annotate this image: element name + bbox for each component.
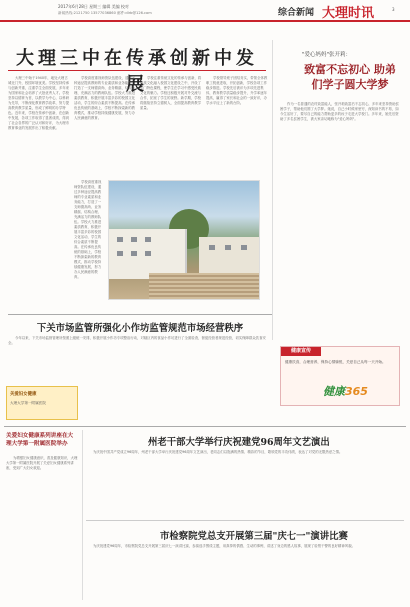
- window: [241, 245, 247, 250]
- notice-box: [6, 386, 78, 420]
- window: [225, 245, 231, 250]
- section-rule: [86, 520, 404, 521]
- masthead: [0, 0, 410, 22]
- market-story-title: 下关市场监管所强化小作坊监管规范市场经营秩序: [36, 323, 244, 334]
- lead-story-title: 大理三中在传承创新中发展: [16, 48, 258, 95]
- window: [131, 251, 137, 256]
- party-story-title: 市检察院党总支开展第三届"庆七一"演讲比赛: [160, 531, 348, 542]
- edition-number: 3: [392, 7, 395, 12]
- lead-col-2-cont: 学校高度重视师资队伍建设，通过多种途径提高教师的专业素质和业务能力，打造了一支师德高尚、业务精湛、结构合理、充满活力的教师队伍。学校大力推进素质教育，积极开展丰富多彩的校园文化活动，学生的综合素质不断提高。在传承优良传统的基础上，学校不断探索新的教育模式，推动学校持续健康发展，努力办人民满意的教育。: [74, 180, 102, 279]
- ad-logo-main: 健康: [323, 385, 345, 398]
- women-story-title: 关爱妇女健康系列讲座在大理大学第一附属医院举办: [6, 433, 74, 447]
- women-story-body: 为增强妇女健康意识，普及健康知识，大理大学第一附属医院开展了关爱妇女健康系列讲座，受到广大妇女欢迎。: [6, 456, 78, 470]
- window: [117, 251, 123, 256]
- market-story-body: 今年以来，下关市场监督管理所按照上级统一安排，积极开展小作坊专项整治行动，对辖区内的食品小作坊进行了全面检查，督促经营者规范经营，切实保障群众饮食安全。: [8, 336, 266, 345]
- lead-col-4: 学校领导班子团结务实，带领全体教职工锐意进取，开拓创新，学校各项工作稳步推进。学校先后被评为多项先进集体，教育教学质量稳步提升，升学率逐年提高，赢得了家长和社会的一致好评，办学水平迈上了新的台阶。: [206, 76, 268, 105]
- right-story-title: 致富不忘初心 助弟们学子圆大学梦: [304, 63, 396, 91]
- section-rule: [8, 314, 272, 315]
- window: [131, 237, 137, 242]
- university-story-body: 为庆祝中国共产党成立96周年，州老干部大学举行庆祝建党96周年文艺演出，老同志们以饱满的热情、精彩的节目，歌颂党的丰功伟绩，表达了对党的无限热爱之情。: [93, 450, 343, 454]
- newspaper-brand: 大理时讯: [322, 6, 375, 21]
- issue-info: 2017年6月28日 星期三 编辑 美编 校对: [58, 4, 129, 9]
- ad-logo-number: 365: [345, 385, 368, 398]
- section-name: 综合新闻: [278, 8, 315, 18]
- window: [209, 245, 215, 250]
- window: [145, 251, 151, 256]
- school-photo: [108, 180, 260, 300]
- lead-col-2: 学校高度重视师资队伍建设，通过多种途径提高教师的专业素质和业务能力，打造了一支师德高尚、业务精湛、结构合理、充满活力的教师队伍。学校大力推进素质教育，积极开展丰富多彩的校园文化活动，学生的综合素质不断提高。在传承优良传统的基础上，学校不断探索新的教育模式，推动学校持续健康发展，努力办人民满意的教育。: [74, 76, 136, 120]
- window: [117, 237, 123, 242]
- ad-text: 健康饮食，合理营养，保持心情愉悦，关爱自己从每一天开始。: [285, 360, 386, 364]
- ad-header: [281, 347, 321, 356]
- right-story-body: 作为一名普通的农村致富能人，张开莉致富后不忘初心，多年来坚持资助贫困学子，帮助他们圆了大学梦。她说，自己小时候家里穷，深知读书的不易，如今生活好了，要尽自己的能力帮助更多的孩子走进大学校门。多年来，她先后资助了多名贫困学生，被大家亲切地称为"爱心妈妈"。: [280, 102, 399, 121]
- column-divider: [272, 40, 273, 340]
- health-365-logo: [323, 383, 368, 399]
- right-story-kicker: "爱心妈妈"张开莉：: [302, 52, 352, 58]
- ad-header-label: 健康宣传: [290, 348, 311, 354]
- column-divider: [82, 430, 83, 600]
- health-ad: [280, 346, 400, 406]
- party-story-body: 为庆祝建党96周年，市检察院党总支开展第三届庆七一演讲比赛，参赛选手围绕主题，用真挚的情感、生动的事例，讲述了身边的感人故事，展现了检察干警的良好精神风貌。: [93, 544, 355, 548]
- lead-col-1: 大理三中始于1940年，地处大理古城北门外，校园环境优美。学校坚持传承与创新并重，注重学生全面发展，多年来为国家和社会培养了大批优秀人才。学校坚持以德育为首，以教学为中心，以科研为先导，不断深化教育教学改革，努力提高教育教学质量，形成了鲜明的办学特色。近年来，学校在传承中创新，在创新中发展，各项工作取得了显著成绩，得到了社会各界的广泛认可和好评，为大理市教育事业的发展作出了积极贡献。: [8, 76, 70, 130]
- title-rule: [8, 70, 266, 71]
- contact-info: 新闻热线:2121750 13577036860 邮件:dlrb@126.com: [58, 11, 152, 15]
- notice-text: 大理大学第一附属医院: [10, 401, 46, 405]
- notice-title: 关爱妇女健康: [10, 392, 37, 397]
- stairs: [149, 273, 260, 300]
- window: [145, 237, 151, 242]
- section-rule: [4, 426, 406, 427]
- lead-col-3: 学校注重传统文化的传承与创新，将白族文化融入校园文化建设之中，开设了多门特色课程，使学生在学习中感受民族文化的魅力。学校还积极开展对外交流与合作，拓宽了学生的视野。新学期，学校将继续坚持立德树人，全面提高教育教学质量。: [140, 76, 202, 110]
- university-story-title: 州老干部大学举行庆祝建党96周年文艺演出: [148, 437, 330, 448]
